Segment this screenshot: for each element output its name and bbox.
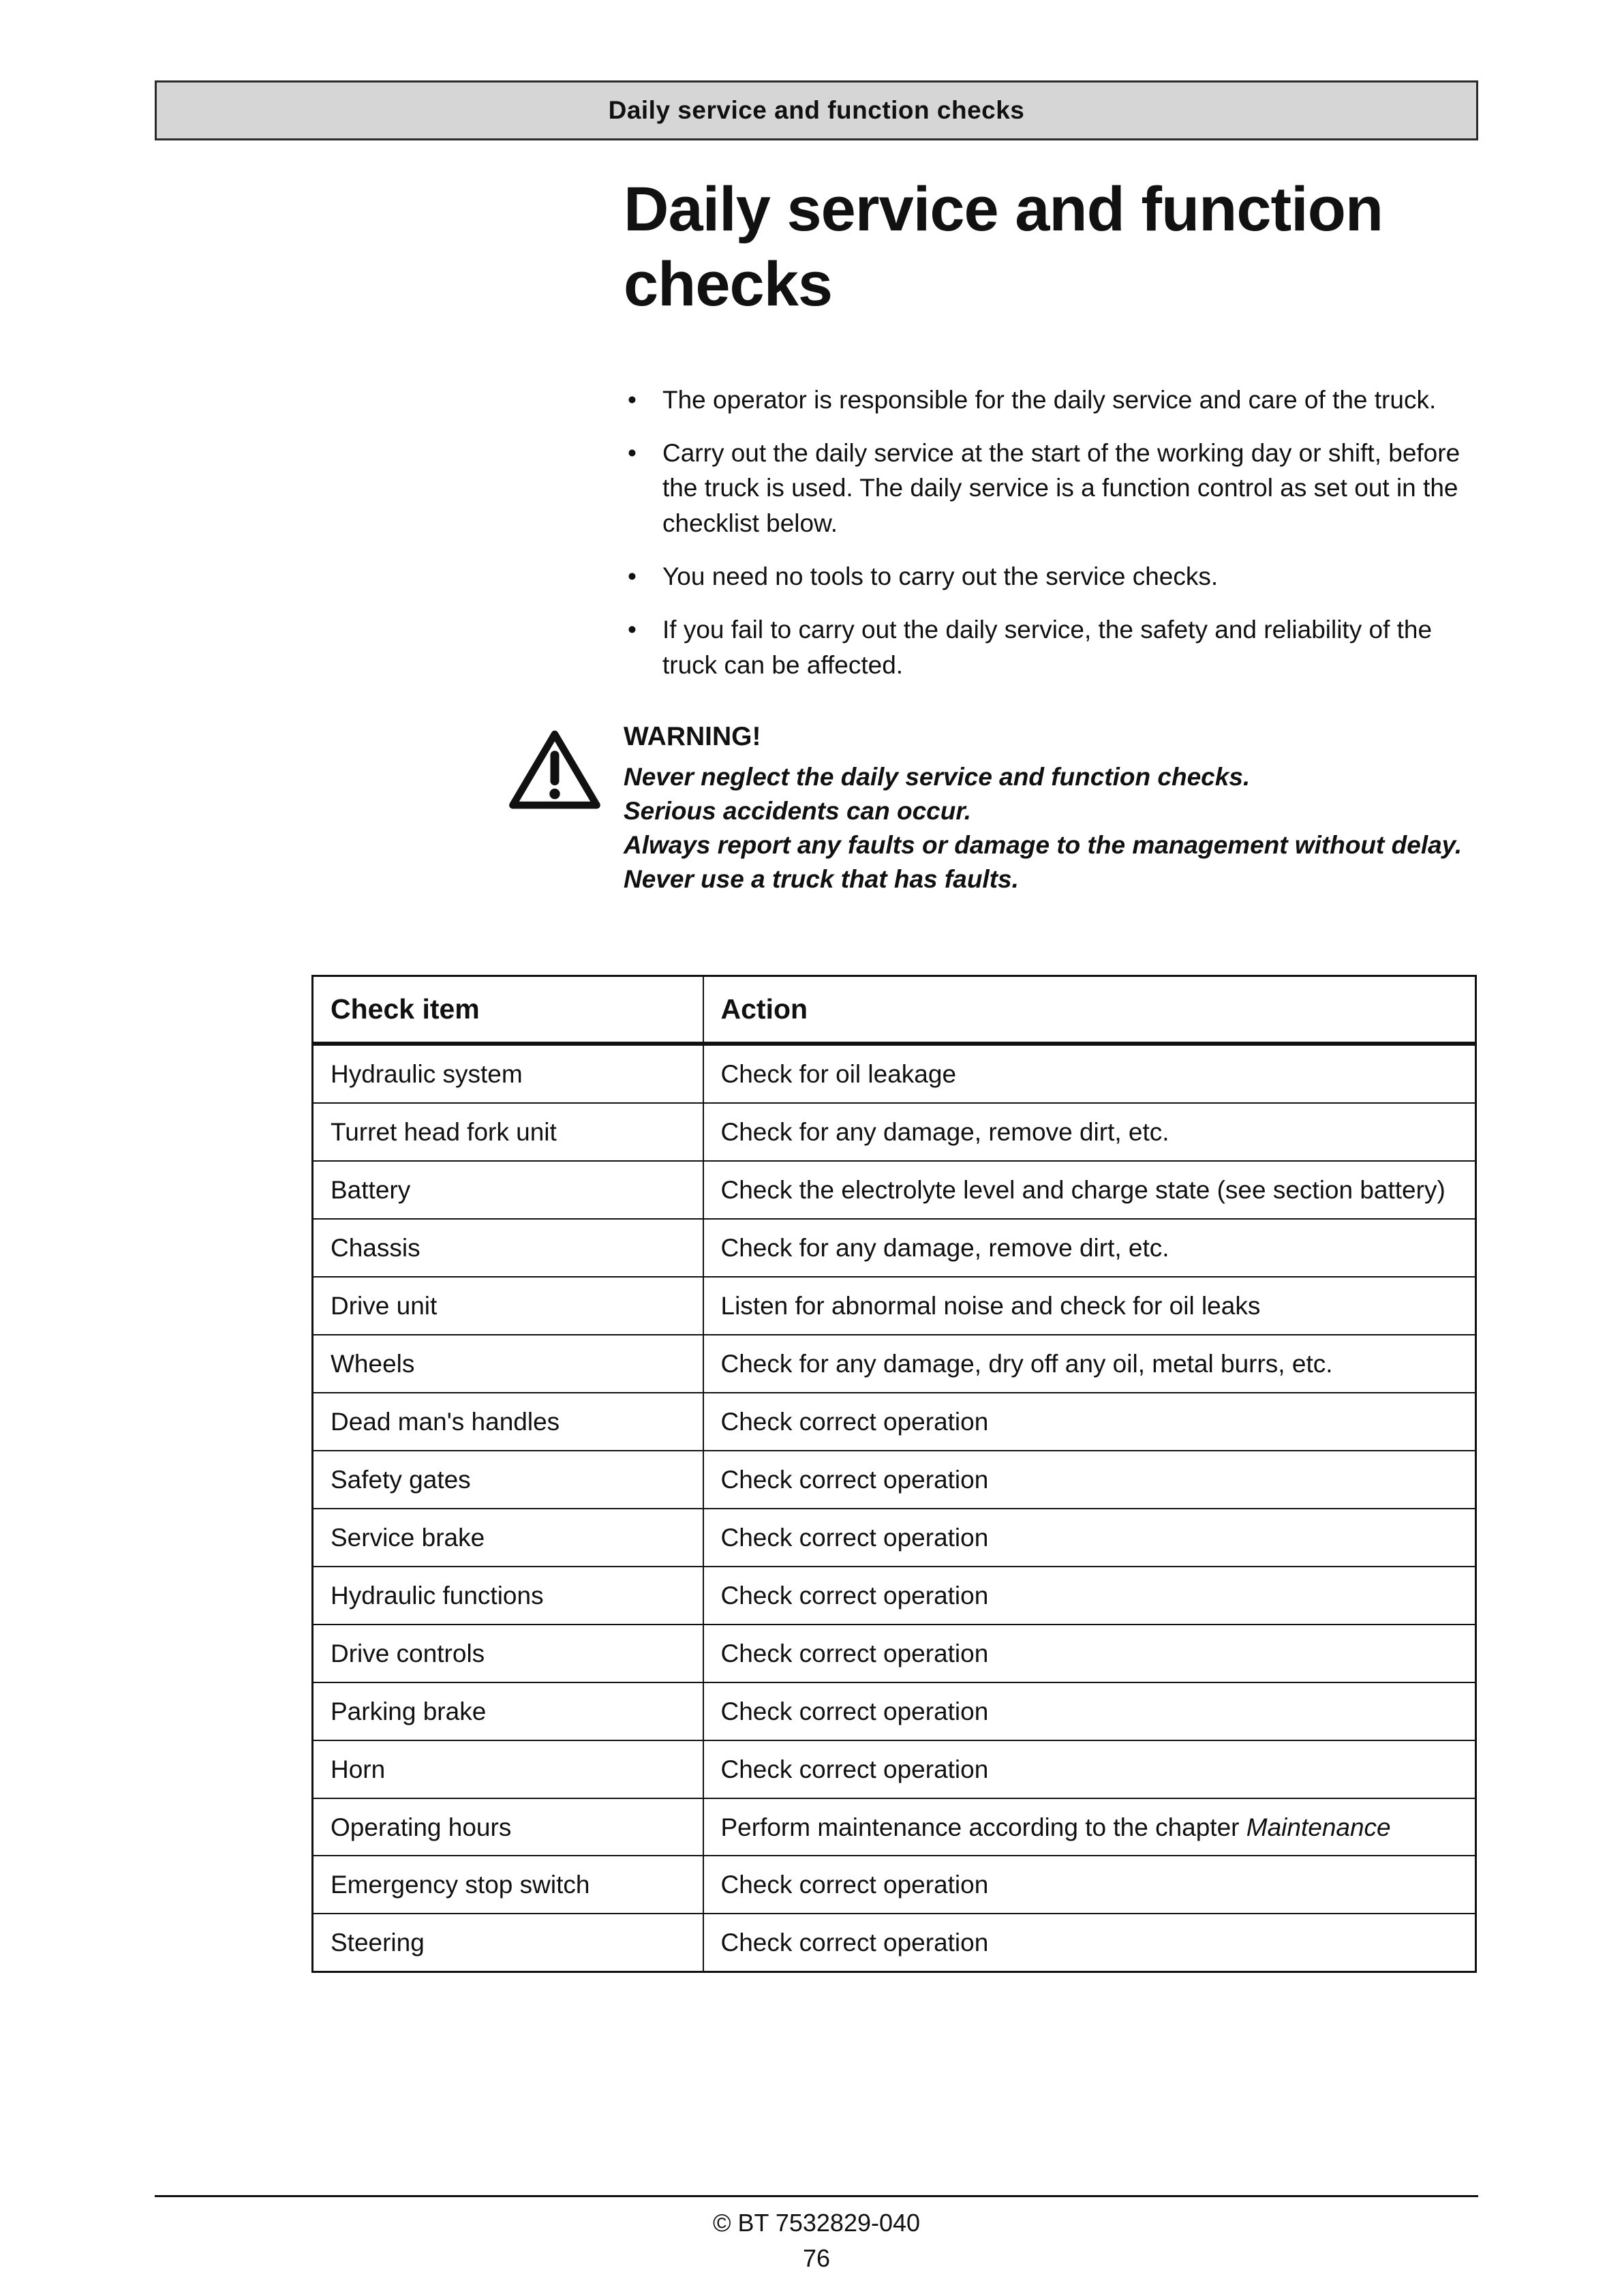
bullet-list <box>624 382 1481 683</box>
check-item-cell: Operating hours <box>313 1798 703 1856</box>
page-header-bar <box>155 80 1478 140</box>
check-item-cell: Hydraulic functions <box>313 1567 703 1625</box>
check-item-cell: Drive controls <box>313 1625 703 1682</box>
check-item-cell: Safety gates <box>313 1451 703 1509</box>
action-cell: Check correct operation <box>703 1451 1476 1509</box>
table-row <box>313 1335 1476 1393</box>
action-cell: Check the electrolyte level and charge state (see section battery) <box>703 1161 1476 1219</box>
warning-triangle-icon <box>506 727 603 812</box>
check-item-cell: Chassis <box>313 1219 703 1277</box>
action-cell: Check correct operation <box>703 1914 1476 1972</box>
header-title: Daily service and function checks <box>608 96 1025 124</box>
check-item-cell: Horn <box>313 1740 703 1798</box>
check-item-cell: Parking brake <box>313 1682 703 1740</box>
action-header: Action <box>703 976 1476 1044</box>
bullet-item: • You need no tools to carry out the service checks. <box>624 559 1481 594</box>
table-row <box>313 1393 1476 1451</box>
action-cell: Check for oil leakage <box>703 1044 1476 1103</box>
check-item-cell: Emergency stop switch <box>313 1856 703 1914</box>
warning-line: Serious accidents can occur. <box>624 797 971 826</box>
action-cell: Check correct operation <box>703 1393 1476 1451</box>
table-row <box>313 1451 1476 1509</box>
check-item-cell: Wheels <box>313 1335 703 1393</box>
check-item-cell: Drive unit <box>313 1277 703 1335</box>
action-cell: Check for any damage, remove dirt, etc. <box>703 1103 1476 1161</box>
table-row <box>313 1103 1476 1161</box>
warning-text <box>624 722 1481 896</box>
table-row <box>313 1567 1476 1625</box>
check-item-cell: Dead man's handles <box>313 1393 703 1451</box>
action-cell: Check correct operation <box>703 1740 1476 1798</box>
action-cell: Check for any damage, dry off any oil, metal burrs, etc. <box>703 1335 1476 1393</box>
action-cell: Check correct operation <box>703 1567 1476 1625</box>
footer-page-number: 76 <box>802 2244 831 2272</box>
check-item-cell: Turret head fork unit <box>313 1103 703 1161</box>
warning-lines <box>624 760 1481 896</box>
check-item-cell: Battery <box>313 1161 703 1219</box>
table-header-row <box>313 976 1476 1044</box>
table-row <box>313 1044 1476 1103</box>
table-row <box>313 1625 1476 1682</box>
table-row <box>313 1798 1476 1856</box>
warning-label: WARNING! <box>624 722 761 752</box>
footer-divider <box>155 2195 1478 2197</box>
action-cell: Check correct operation <box>703 1509 1476 1567</box>
table-row <box>313 1219 1476 1277</box>
table-row <box>313 1509 1476 1567</box>
check-item-header: Check item <box>313 976 703 1044</box>
action-cell: Check correct operation <box>703 1856 1476 1914</box>
bullet-item: • The operator is responsible for the daily service and care of the truck. <box>624 382 1481 418</box>
warning-line: Always report any faults or damage to the management without delay. Never use a truck that has faults. <box>624 831 1463 894</box>
table-row <box>313 1740 1476 1798</box>
check-item-cell: Hydraulic system <box>313 1044 703 1103</box>
action-cell: Check correct operation <box>703 1625 1476 1682</box>
action-cell: Perform maintenance according to the chapter Maintenance <box>703 1798 1476 1856</box>
action-emphasis: Maintenance <box>1246 1813 1391 1841</box>
bullet-item: • Carry out the daily service at the start of the working day or shift, before the truck is used. The daily service is a function control as set out in the checklist below. <box>624 436 1481 541</box>
warning-line: Never neglect the daily service and function checks. <box>624 763 1251 791</box>
warning-section <box>624 722 1481 896</box>
action-cell: Check for any damage, remove dirt, etc. <box>703 1219 1476 1277</box>
action-cell: Check correct operation <box>703 1682 1476 1740</box>
table-row <box>313 1914 1476 1972</box>
bullet-item: • If you fail to carry out the daily service, the safety and reliability of the truck can be affected. <box>624 612 1481 683</box>
footer-copyright: © BT 7532829-040 <box>712 2209 921 2237</box>
check-item-cell: Service brake <box>313 1509 703 1567</box>
page-title: Daily service and function checks <box>624 175 1383 320</box>
check-table <box>311 975 1477 1973</box>
table-row <box>313 1682 1476 1740</box>
action-cell: Listen for abnormal noise and check for oil leaks <box>703 1277 1476 1335</box>
table-row <box>313 1161 1476 1219</box>
content-area <box>624 172 1481 896</box>
table-row <box>313 1856 1476 1914</box>
check-item-cell: Steering <box>313 1914 703 1972</box>
table-row <box>313 1277 1476 1335</box>
check-table-body <box>313 1044 1476 1972</box>
